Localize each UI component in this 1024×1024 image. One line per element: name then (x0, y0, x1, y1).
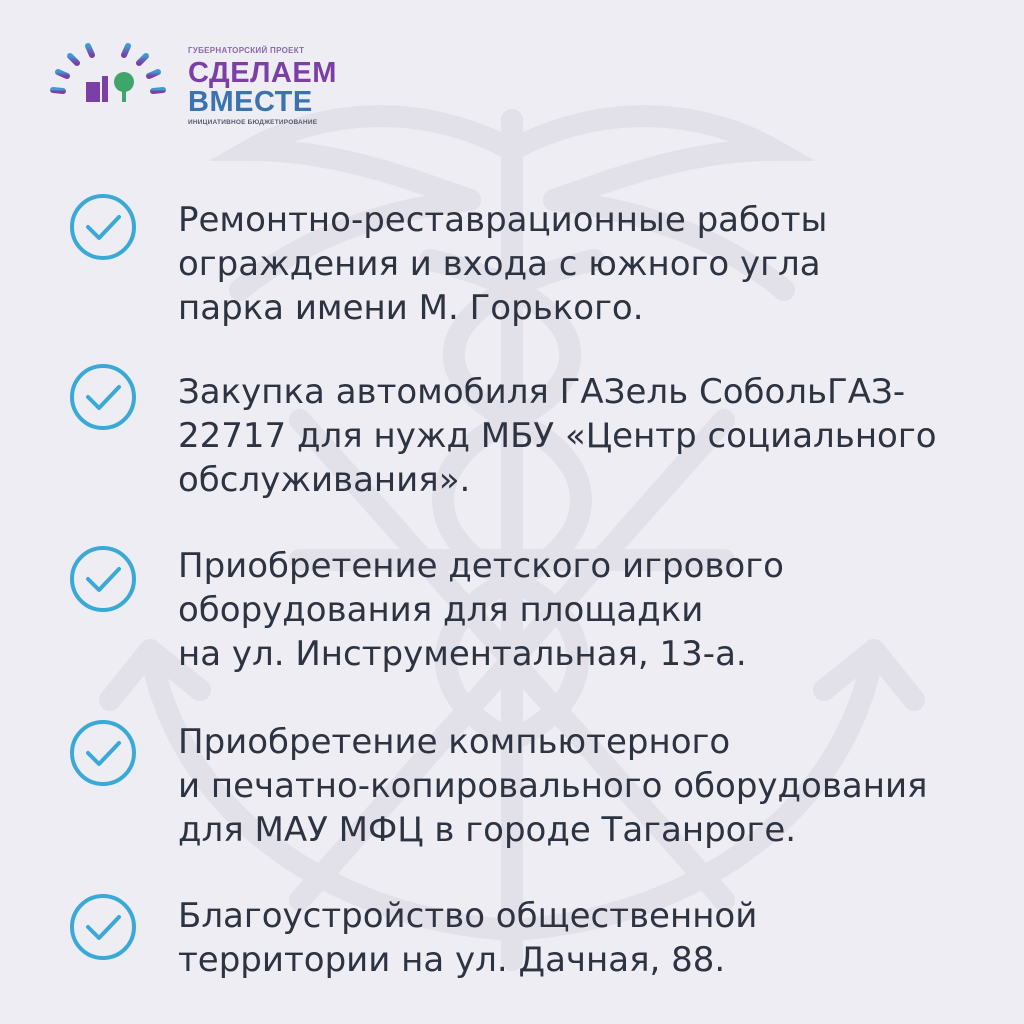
item-text: Закупка автомобиля ГАЗель СобольГАЗ- 22717 для нужд МБУ «Центр социального обслуживания». (178, 372, 937, 500)
checkmark-circle-icon (68, 892, 138, 962)
logo-title-line2: ВМЕСТЕ (188, 86, 313, 118)
checkmark-circle-icon (68, 192, 138, 262)
checkmark-circle-icon (68, 362, 138, 432)
checkmark-circle-icon (68, 718, 138, 788)
checkmark-circle-icon (68, 544, 138, 614)
item-text: Приобретение детского игрового оборудования для площадки на ул. Инструментальная, 13-а. (178, 546, 784, 674)
logo-kicker: ГУБЕРНАТОРСКИЙ ПРОЕКТ (188, 46, 305, 55)
item-text: Приобретение компьютерного и печатно-копировального оборудования для МАУ МФЦ в городе Таганроге. (178, 722, 928, 850)
item-text: Ремонтно-реставрационные работы ограждения и входа с южного угла парка имени М. Горького. (178, 200, 828, 328)
logo-title-line1: СДЕЛАЕМ (188, 57, 337, 89)
logo-subtitle: ИНИЦИАТИВНОЕ БЮДЖЕТИРОВАНИЕ (188, 119, 318, 126)
item-text: Благоустройство общественной территории на ул. Дачная, 88. (178, 896, 758, 980)
